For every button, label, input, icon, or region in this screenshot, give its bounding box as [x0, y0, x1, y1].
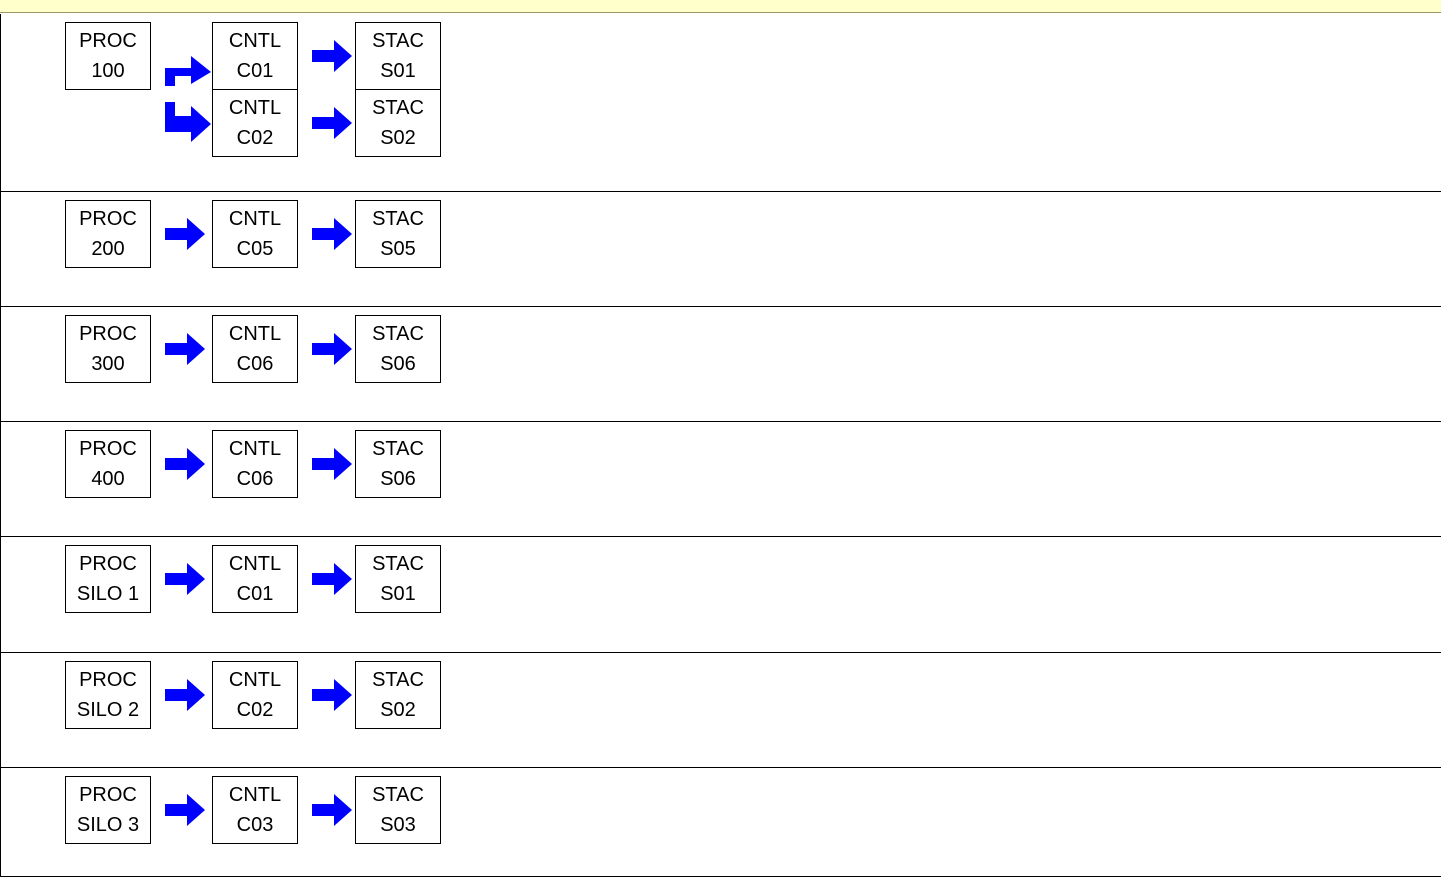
- cntl-node-proc-silo-2-0-line1: CNTL: [228, 669, 282, 691]
- stac-node-proc-100-1-line1: STAC: [372, 97, 424, 119]
- stac-node-proc-100-0-line2: S01: [380, 60, 416, 82]
- proc-node-proc-silo-1-line1: PROC: [79, 553, 137, 575]
- proc-node-proc-silo-2: [65, 661, 151, 729]
- stac-node-proc-silo-3-0: [355, 776, 441, 844]
- arrow-cntl-to-stac-proc-100-0: [312, 40, 352, 72]
- proc-node-proc-200-line1: PROC: [79, 208, 137, 230]
- proc-node-proc-silo-3-line1: PROC: [79, 784, 137, 806]
- cntl-node-proc-400-0-line1: CNTL: [228, 438, 282, 460]
- cntl-node-proc-silo-3-0-line1: CNTL: [228, 784, 282, 806]
- arrow-proc-to-cntl-proc-400: [165, 448, 205, 480]
- stac-node-proc-silo-3-0-line2: S03: [380, 814, 416, 836]
- stac-node-proc-400-0-line1: STAC: [372, 438, 424, 460]
- cntl-node-proc-100-0: [212, 22, 298, 90]
- proc-node-proc-200: [65, 200, 151, 268]
- cntl-node-proc-300-0-line2: C06: [236, 353, 274, 375]
- cntl-node-proc-200-0-line1: CNTL: [228, 208, 282, 230]
- cntl-node-proc-100-1-line1: CNTL: [228, 97, 282, 119]
- cntl-node-proc-silo-1-0-line2: C01: [236, 583, 274, 605]
- proc-node-proc-400-line1: PROC: [79, 438, 137, 460]
- cntl-node-proc-silo-2-0: [212, 661, 298, 729]
- proc-node-proc-400: [65, 430, 151, 498]
- proc-node-proc-100-line1: PROC: [79, 30, 137, 52]
- stac-node-proc-100-0-line1: STAC: [372, 30, 424, 52]
- cntl-node-proc-100-0-line1: CNTL: [228, 30, 282, 52]
- stac-node-proc-100-1: [355, 89, 441, 157]
- arrow-cntl-to-stac-proc-silo-2-0: [312, 679, 352, 711]
- cntl-node-proc-100-1: [212, 89, 298, 157]
- cntl-node-proc-400-0: [212, 430, 298, 498]
- stac-node-proc-200-0-line1: STAC: [372, 208, 424, 230]
- proc-node-proc-300-line1: PROC: [79, 323, 137, 345]
- arrow-cntl-to-stac-proc-400-0: [312, 448, 352, 480]
- arrow-cntl-to-stac-proc-silo-1-0: [312, 563, 352, 595]
- arrow-cntl-to-stac-proc-100-1: [312, 107, 352, 139]
- stac-node-proc-silo-2-0-line2: S02: [380, 699, 416, 721]
- cntl-node-proc-silo-1-0-line1: CNTL: [228, 553, 282, 575]
- stac-node-proc-400-0-line2: S06: [380, 468, 416, 490]
- proc-node-proc-300: [65, 315, 151, 383]
- arrow-proc-to-cntl-proc-300: [165, 333, 205, 365]
- cntl-node-proc-400-0-line2: C06: [236, 468, 274, 490]
- stac-node-proc-300-0-line2: S06: [380, 353, 416, 375]
- stac-node-proc-300-0: [355, 315, 441, 383]
- stac-node-proc-100-0: [355, 22, 441, 90]
- stac-node-proc-300-0-line1: STAC: [372, 323, 424, 345]
- proc-node-proc-100: [65, 22, 151, 90]
- stac-node-proc-silo-1-0: [355, 545, 441, 613]
- arrow-proc-to-cntl-proc-silo-3: [165, 794, 205, 826]
- proc-node-proc-silo-2-line1: PROC: [79, 669, 137, 691]
- proc-node-proc-400-line2: 400: [91, 468, 125, 490]
- stac-node-proc-silo-2-0: [355, 661, 441, 729]
- stac-node-proc-silo-3-0-line1: STAC: [372, 784, 424, 806]
- stac-node-proc-silo-1-0-line2: S01: [380, 583, 416, 605]
- proc-node-proc-silo-1: [65, 545, 151, 613]
- cntl-node-proc-100-0-line2: C01: [236, 60, 274, 82]
- cntl-node-proc-silo-3-0-line2: C03: [236, 814, 274, 836]
- stac-node-proc-silo-1-0-line1: STAC: [372, 553, 424, 575]
- proc-node-proc-silo-3: [65, 776, 151, 844]
- stac-node-proc-200-0-line2: S05: [380, 238, 416, 260]
- proc-node-proc-silo-3-line2: SILO 3: [76, 814, 140, 836]
- arrow-cntl-to-stac-proc-300-0: [312, 333, 352, 365]
- cntl-node-proc-200-0: [212, 200, 298, 268]
- stac-node-proc-silo-2-0-line1: STAC: [372, 669, 424, 691]
- arrow-proc-to-cntl-proc-silo-2: [165, 679, 205, 711]
- cntl-node-proc-300-0: [212, 315, 298, 383]
- arrow-proc-to-cntl-proc-silo-1: [165, 563, 205, 595]
- arrow-cntl-to-stac-proc-200-0: [312, 218, 352, 250]
- proc-node-proc-silo-1-line2: SILO 1: [76, 583, 140, 605]
- proc-node-proc-100-line2: 100: [91, 60, 125, 82]
- arrow-cntl-to-stac-proc-silo-3-0: [312, 794, 352, 826]
- stac-node-proc-100-1-line2: S02: [380, 127, 416, 149]
- proc-node-proc-silo-2-line2: SILO 2: [76, 699, 140, 721]
- proc-node-proc-300-line2: 300: [91, 353, 125, 375]
- cntl-node-proc-200-0-line2: C05: [236, 238, 274, 260]
- arrow-proc-to-cntl-proc-200: [165, 218, 205, 250]
- proc-node-proc-200-line2: 200: [91, 238, 125, 260]
- arrow-proc-to-cntl-proc-100-0: [165, 50, 211, 86]
- stac-node-proc-400-0: [355, 430, 441, 498]
- cntl-node-proc-300-0-line1: CNTL: [228, 323, 282, 345]
- stac-node-proc-200-0: [355, 200, 441, 268]
- cntl-node-proc-silo-3-0: [212, 776, 298, 844]
- cntl-node-proc-100-1-line2: C02: [236, 127, 274, 149]
- arrow-proc-to-cntl-proc-100-1: [165, 102, 211, 142]
- cntl-node-proc-silo-2-0-line2: C02: [236, 699, 274, 721]
- cntl-node-proc-silo-1-0: [212, 545, 298, 613]
